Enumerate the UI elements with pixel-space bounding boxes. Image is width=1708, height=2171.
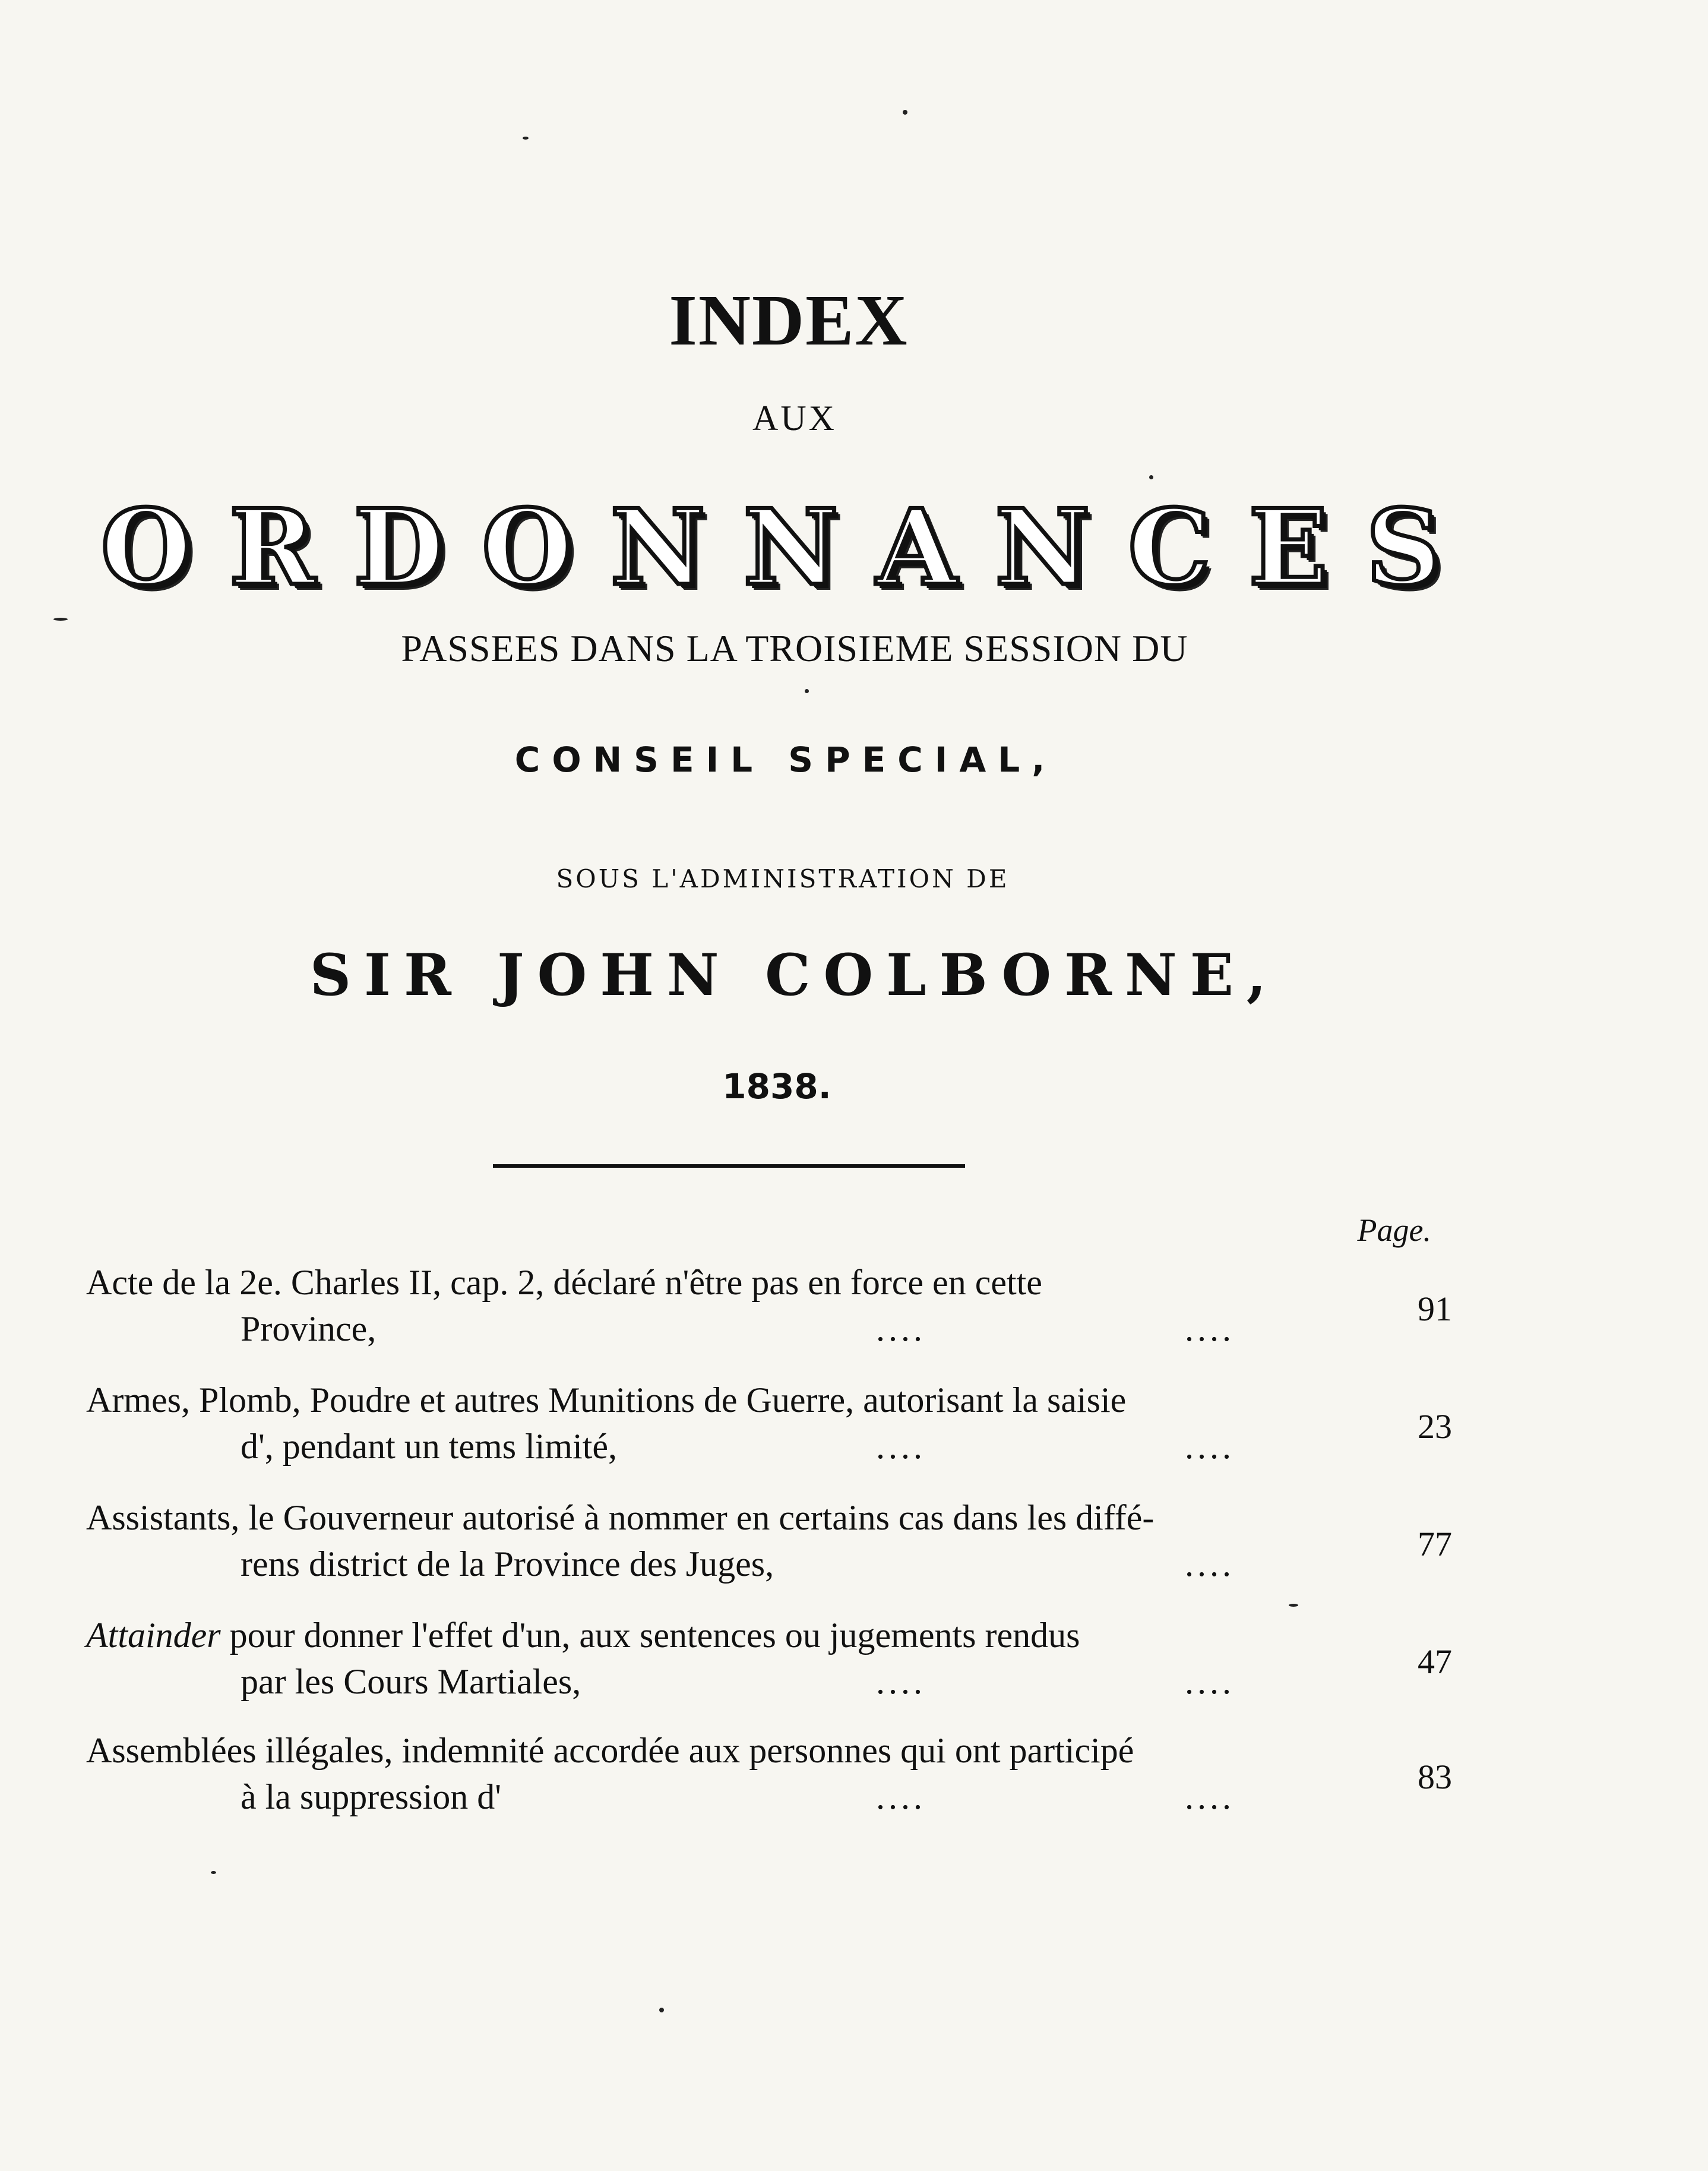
dot-leader: .... [876,1427,926,1466]
dot-leader: .... [1185,1777,1235,1816]
index-entry [86,1259,1452,1352]
page-number: 83 [1418,1758,1452,1796]
ordonnances-title: ORDONNANCES [100,487,1479,609]
entry-text-line1 [86,1259,1452,1306]
entry-text: Armes, Plomb, Poudre et autres Munitions de Guerre, autorisant la saisie [86,1380,1127,1420]
entry-text: pour donner l'effet d'un, aux sentences ou jugements rendus [220,1616,1080,1655]
dot-leader: .... [876,1309,926,1348]
administration-line: SOUS L'ADMINISTRATION DE [556,864,1010,893]
paper-speck [211,1871,216,1874]
entry-text-line1 [86,1612,1452,1658]
entry-text-line2 [86,1774,1452,1820]
entry-text-line2 [86,1658,1452,1705]
index-title: INDEX [669,280,909,361]
entry-text-line1 [86,1494,1452,1541]
paper-speck [903,110,907,115]
governor-name: SIR JOHN COLBORNE, [309,941,1280,1009]
page-column-header: Page. [1357,1212,1431,1248]
entry-text-continued: à la suppression d' [241,1777,502,1816]
entry-text-continued: rens district de la Province des Juges, [241,1544,774,1584]
paper-speck [805,689,809,693]
entry-text: Assemblées illégales, indemnité accordée aux personnes qui ont participé [86,1731,1134,1770]
entry-text-continued: par les Cours Martiales, [241,1662,581,1701]
paper-speck [53,618,68,621]
entry-text-continued: d', pendant un tems limité, [241,1427,618,1466]
page-number: 47 [1418,1642,1452,1681]
dot-leader: .... [1185,1427,1235,1466]
page-number: 91 [1418,1290,1452,1328]
index-entry [86,1612,1452,1705]
aux-subtitle: AUX [752,399,837,438]
council-line: CONSEIL SPECIAL, [514,740,1057,780]
entry-text-line1 [86,1727,1452,1774]
index-entry [86,1727,1452,1820]
title-divider [493,1164,965,1168]
entry-text-line1 [86,1377,1452,1423]
paper-speck [659,2008,664,2012]
dot-leader: .... [1185,1309,1235,1348]
entry-text: Assistants, le Gouverneur autorisé à nommer en certains cas dans les diffé- [86,1498,1155,1537]
entry-text-line2 [86,1423,1452,1470]
dot-leader: .... [876,1777,926,1816]
dot-leader: .... [1185,1544,1235,1584]
entry-text-line2 [86,1541,1452,1587]
entry-text-line2 [86,1306,1452,1352]
dot-leader: .... [1185,1662,1235,1701]
page-number: 23 [1418,1407,1452,1446]
entry-italic-term: Attainder [86,1616,221,1655]
year-line: 1838. [722,1066,831,1107]
index-entry [86,1377,1452,1470]
paper-speck [523,137,529,140]
dot-leader: .... [876,1662,926,1701]
paper-speck [1149,475,1153,479]
entry-text: Acte de la 2e. Charles II, cap. 2, déclaré n'être pas en force en cette [86,1263,1042,1302]
entry-text-continued: Province, [241,1309,377,1348]
page-number: 77 [1418,1525,1452,1563]
index-entry [86,1494,1452,1587]
session-line: PASSEES DANS LA TROISIEME SESSION DU [401,627,1188,669]
paper-speck [1289,1604,1298,1607]
